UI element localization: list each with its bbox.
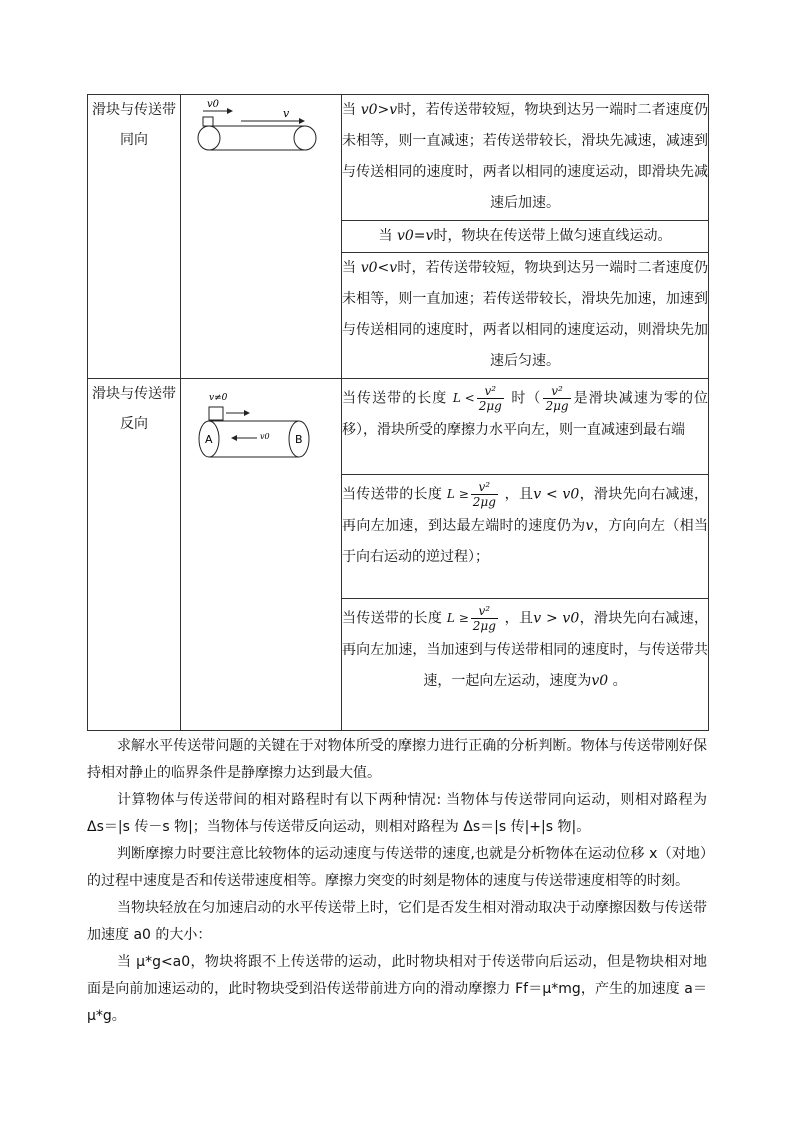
v0-label: v0 <box>207 99 220 110</box>
paragraph-relative-distance: 计算物体与传送带间的相对路程时有以下两种情况: 当物体与传送带同向运动，则相对路程为 Δs＝|s 传－s 物|；当物体与传送带反向运动，则相对路程为 Δs＝|s 传|+|s 物|。 <box>87 792 707 835</box>
condition-text: v < v0 <box>533 486 580 503</box>
fraction-numerator: v² <box>477 384 504 399</box>
opposite-direction-figure <box>181 379 342 731</box>
text-fragment: 时，若传送带较短，物块到达另一端时二者速度仍未相等，则一直减速；若传送带较长，滑块先减速，减速到与传送相同的速度时，两者以相同的速度运动，即滑块先减速后加速。 <box>342 102 709 211</box>
v-arrow-head <box>299 118 305 124</box>
label-b: B <box>295 433 303 446</box>
same-direction-figure <box>181 95 342 379</box>
v-nonzero-label: v≠0 <box>209 393 228 403</box>
paragraph-key-point: 求解水平传送带问题的关键在于对物体所受的摩擦力进行正确的分析判断。物体与传送带刚好保持相对静止的临界条件是静摩擦力达到最大值。 <box>87 738 707 781</box>
block-velocity-arrow-head <box>244 410 250 416</box>
conveyor-same-direction-diagram <box>181 95 341 165</box>
text-fragment: ，滑块先向右减速，再向左加速，到达最左端时的速度仍为 <box>342 486 709 534</box>
conveyor-opposite-direction-diagram <box>181 379 341 469</box>
velocity-symbol: v <box>585 517 594 534</box>
same-direction-case-equal <box>342 221 709 253</box>
inequality-sign: L ≥ <box>446 611 469 625</box>
text-fragment: 当传送带的长度 <box>342 486 443 503</box>
text-fragment: 时，物块在传送带上做匀速直线运动。 <box>433 228 672 244</box>
opposite-direction-case-short <box>342 379 709 475</box>
fraction-denominator: 2μg <box>545 399 569 413</box>
fraction <box>471 480 498 509</box>
velocity-symbol: v0 <box>591 672 609 689</box>
condition-text: v0=v <box>396 228 434 244</box>
fraction-denominator: 2μg <box>472 495 496 509</box>
same-direction-label: 滑块与传送带同向 <box>88 95 181 379</box>
v0-arrow-head <box>227 108 233 114</box>
belt-velocity-arrow-head <box>231 435 237 441</box>
fraction-numerator: v² <box>471 480 498 495</box>
text-fragment: ，滑块先向右减速，再向左加速，当加速到与传送带相同的速度时，与传送带共速，一起向左运动，速度为 <box>342 610 709 689</box>
inequality-formula <box>453 383 506 414</box>
text-fragment: 当传送带的长度 <box>342 390 448 407</box>
conveyor-cases-table <box>87 94 709 731</box>
text-fragment: 当 <box>378 228 397 244</box>
paragraph-sliding-case: 当 μ*g<a0，物块将跟不上传送带的运动，此时物块相对于传送带向后运动，但是物块相对地面是向前加速运动的，此时物块受到沿传送带前进方向的滑动摩擦力 Ff＝μ*mg，产生的加速度 a＝μ*g。 <box>87 954 707 1024</box>
text-fragment: ，方向向左（相当于向右运动的逆过程）； <box>342 517 709 565</box>
text-fragment: ，且 <box>504 486 534 503</box>
opposite-direction-case-v-greater <box>342 599 709 731</box>
paragraph-accelerating-belt: 当物块轻放在匀加速启动的水平传送带上时，它们是否发生相对滑动取决于动摩擦因数与传送带加速度 a0 的大小： <box>87 900 707 943</box>
text-fragment: 当 <box>342 260 361 276</box>
same-direction-case-less <box>342 253 709 379</box>
text-fragment: 是滑块减速为零的位移），滑块所受的摩擦力水平向左，则一直减速到最右端 <box>342 390 709 438</box>
fraction-numerator: v² <box>471 604 498 619</box>
fraction-denominator: 2μg <box>472 619 496 633</box>
v0-label: v0 <box>260 432 270 441</box>
text-fragment: 当 <box>342 102 361 118</box>
block-shape <box>203 117 213 126</box>
inequality-formula <box>447 603 500 634</box>
text-fragment: 时（ <box>511 390 542 407</box>
fraction-denominator: 2μg <box>478 399 502 413</box>
paragraph-friction-judgement: 判断摩擦力时要注意比较物体的运动速度与传送带的速度,也就是分析物体在运动位移 x（对地）的过程中速度是否和传送带速度相等。摩擦力突变的时刻是物体的速度与传送带速度相等的时刻。 <box>87 846 707 889</box>
text-fragment: 当传送带的长度 <box>342 610 443 627</box>
inequality-sign: L ≥ <box>446 487 469 501</box>
fraction <box>471 604 498 633</box>
condition-text: v > v0 <box>533 610 580 627</box>
text-fragment: 。 <box>608 672 627 689</box>
condition-text: v0>v <box>360 102 398 118</box>
opposite-direction-case-v-less <box>342 475 709 599</box>
text-fragment: 时，若传送带较短，物块到达另一端时二者速度仍未相等，则一直加速；若传送带较长，滑块先加速，加速到与传送相同的速度时，两者以相同的速度运动，则滑块先加速后匀速。 <box>342 260 709 369</box>
right-roller <box>294 126 316 150</box>
text-fragment: ，且 <box>504 610 534 627</box>
condition-text: v0<v <box>360 260 398 276</box>
left-roller <box>198 126 220 150</box>
inequality-sign: L < <box>452 391 475 405</box>
block-shape <box>209 407 223 420</box>
v-label: v <box>283 107 290 120</box>
fraction-numerator: v² <box>543 384 570 399</box>
opposite-direction-label: 滑块与传送带反向 <box>88 379 181 731</box>
fraction <box>477 384 504 413</box>
same-direction-case-greater <box>342 95 709 221</box>
label-a: A <box>205 433 213 446</box>
inequality-formula <box>447 479 500 510</box>
fraction <box>543 384 570 413</box>
